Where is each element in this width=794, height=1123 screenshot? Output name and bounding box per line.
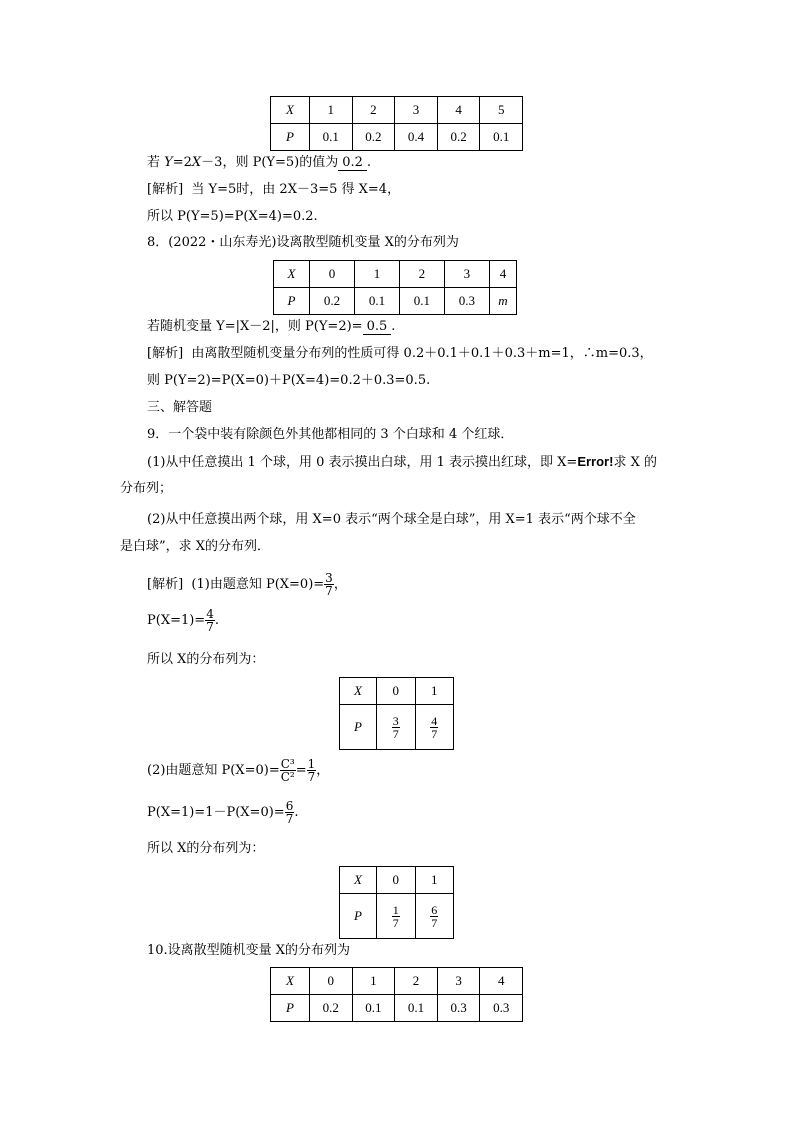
q10-stem: 10.设离散型随机变量 X的分布列为 (147, 943, 351, 958)
numerator: 6 (431, 902, 438, 917)
table-cell: 0.2 (352, 124, 395, 151)
table-cell: 0.1 (395, 995, 438, 1022)
table-row (340, 867, 454, 894)
table-header-x: X (340, 678, 377, 705)
table-cell: m (489, 288, 516, 315)
error-text: Error! (577, 454, 614, 469)
table-header-p: P (274, 288, 310, 315)
table-cell: 5 (480, 97, 523, 124)
table-row (271, 97, 523, 124)
q7-distribution-table (270, 96, 523, 151)
table-cell: 0.3 (444, 288, 489, 315)
table-cell: 0 (310, 261, 355, 288)
q9-part1 (147, 453, 657, 472)
table-header-x: X (271, 968, 310, 995)
table-header-x: X (271, 97, 310, 124)
q7-analysis-2: 所以 P(Y=5)=P(X=4)=0.2. (147, 209, 318, 224)
q8-stem: 8．(2022・山东寿光)设离散型随机变量 X的分布列为 (147, 235, 459, 250)
analysis-text: 由离散型随机变量分布列的性质可得 0.2＋0.1＋0.1＋0.3＋m=1，∴m=0.3， (191, 346, 653, 361)
table-cell: 1 (352, 968, 395, 995)
table-row (271, 124, 523, 151)
q9-analysis-4 (147, 799, 298, 827)
analysis-text: . (294, 805, 299, 820)
denominator: 7 (392, 726, 399, 741)
q9-distribution-table-2 (339, 866, 454, 939)
analysis-text: P(X=1)=1－P(X=0)= (147, 805, 285, 820)
q8-stem-part: . (391, 319, 396, 334)
section-heading: 三、解答题 (147, 400, 213, 415)
numerator: C³ (280, 757, 295, 771)
table-cell: 0.2 (437, 124, 480, 151)
table-header-x: X (340, 867, 377, 894)
q7-answer: 0.2 (338, 155, 367, 171)
table-cell: 3 (444, 261, 489, 288)
table-row (271, 995, 523, 1022)
q9-part1-text: (1)从中任意摸出 1 个球，用 0 表示摸出白球，用 1 表示摸出红球，即 X= (147, 455, 578, 470)
q7-stem-part: . (366, 155, 372, 170)
analysis-text: . (214, 613, 219, 628)
table-cell: 2 (395, 968, 438, 995)
q9-so-1: 所以 X的分布列为： (147, 652, 265, 667)
table-cell: 2 (352, 97, 395, 124)
table-cell: 0.3 (437, 995, 480, 1022)
table-cell: 0.2 (310, 995, 353, 1022)
table-cell (377, 705, 416, 750)
table-cell: 1 (415, 678, 454, 705)
q9-part1-text: 求 X 的 (613, 455, 657, 470)
fraction (430, 715, 438, 740)
denominator: C² (280, 770, 295, 784)
table-cell: 0 (377, 867, 416, 894)
q8-analysis-1 (147, 345, 653, 363)
table-cell: 1 (354, 261, 399, 288)
numerator: 4 (206, 607, 214, 621)
q9-analysis-2 (147, 608, 219, 634)
table-cell: 0.1 (352, 995, 395, 1022)
q7-stem-part: 若 (147, 155, 165, 170)
numerator: 3 (325, 571, 333, 585)
table-row (274, 288, 517, 315)
fraction (285, 800, 295, 825)
q8-answer: 0.5 (363, 319, 392, 335)
q7-analysis-1 (147, 181, 400, 199)
q9-part1-cont: 分布列； (120, 481, 173, 496)
q7-stem (147, 154, 371, 172)
fraction (392, 715, 400, 740)
numerator: 1 (392, 902, 399, 917)
q7-stem-part: P(Y (252, 155, 275, 170)
table-cell: 4 (489, 261, 516, 288)
table-cell: 2 (399, 261, 444, 288)
q7-stem-part: －3，则 (201, 155, 253, 170)
table-cell (415, 894, 454, 939)
fraction (280, 758, 296, 783)
table-cell: 0 (377, 678, 416, 705)
analysis-text: ， (316, 763, 330, 778)
table-cell: 3 (437, 968, 480, 995)
table-header-p: P (271, 124, 310, 151)
analysis-text: (2)由题意知 P(X=0)= (147, 763, 280, 778)
q9-so-2: 所以 X的分布列为： (147, 841, 265, 856)
table-cell (415, 705, 454, 750)
q7-stem-part: Y (164, 155, 173, 170)
table-row (340, 678, 454, 705)
table-cell: 0 (310, 968, 353, 995)
q9-analysis-3 (147, 757, 329, 785)
q7-stem-part: X (191, 155, 202, 170)
table-cell: 4 (480, 968, 523, 995)
table-cell: 1 (415, 867, 454, 894)
table-cell: 0.1 (399, 288, 444, 315)
q7-stem-part: =5)的值为 (274, 155, 339, 170)
table-row (271, 968, 523, 995)
q8-analysis-2: 则 P(Y=2)=P(X=0)＋P(X=4)=0.2＋0.3=0.5. (147, 373, 431, 388)
numerator: 1 (307, 757, 316, 771)
q8-stem-part: 若随机变量 Y=|X－2|，则 P(Y=2)= (147, 319, 363, 334)
fraction (205, 608, 215, 633)
table-cell: 0.3 (480, 995, 523, 1022)
fraction (430, 904, 438, 929)
analysis-text: 当 Y=5时，由 2X－3=5 得 X=4， (191, 182, 401, 197)
table-cell: 0.4 (395, 124, 438, 151)
q9-distribution-table-1 (339, 677, 454, 750)
denominator: 7 (206, 620, 214, 634)
denominator: 7 (325, 584, 333, 598)
q9-part2-cont: 是白球”，求 X的分布列． (120, 539, 271, 554)
denominator: 7 (307, 770, 316, 784)
table-cell: 1 (310, 97, 353, 124)
table-cell: 0.1 (354, 288, 399, 315)
fraction (324, 572, 334, 597)
table-row (274, 261, 517, 288)
table-cell: 4 (437, 97, 480, 124)
table-cell: 0.1 (480, 124, 523, 151)
q9-stem: 9．一个袋中装有除颜色外其他都相同的 3 个白球和 4 个红球． (147, 427, 514, 442)
table-header-p: P (340, 894, 377, 939)
analysis-tag: [解析] (147, 182, 184, 197)
numerator: 4 (431, 713, 438, 728)
table-header-x: X (274, 261, 310, 288)
table-cell: 3 (395, 97, 438, 124)
q9-part2: (2)从中任意摸出两个球，用 X=0 表示“两个球全是白球”，用 X=1 表示“两个球不全 (147, 512, 636, 527)
analysis-text: (1)由题意知 P(X=0)= (191, 577, 325, 592)
numerator: 6 (285, 799, 294, 813)
denominator: 7 (285, 812, 294, 826)
fraction (392, 904, 400, 929)
table-row (340, 894, 454, 939)
denominator: 7 (431, 726, 438, 741)
q7-stem-part: =2 (172, 155, 192, 170)
analysis-tag: [解析] (147, 577, 184, 592)
analysis-text: P(X=1)= (147, 613, 206, 628)
denominator: 7 (392, 915, 399, 930)
q9-analysis-1 (147, 572, 347, 598)
analysis-tag: [解析] (147, 346, 184, 361)
q8-distribution-table (273, 260, 517, 315)
fraction (307, 758, 317, 783)
numerator: 3 (392, 713, 399, 728)
denominator: 7 (431, 915, 438, 930)
q10-distribution-table (270, 967, 523, 1022)
table-cell: 0.2 (310, 288, 355, 315)
table-header-p: P (271, 995, 310, 1022)
table-row (340, 705, 454, 750)
q8-stem-2 (147, 318, 395, 336)
analysis-text: ， (333, 577, 347, 592)
table-header-p: P (340, 705, 377, 750)
table-cell: 0.1 (310, 124, 353, 151)
analysis-text: = (295, 763, 307, 778)
table-cell (377, 894, 416, 939)
